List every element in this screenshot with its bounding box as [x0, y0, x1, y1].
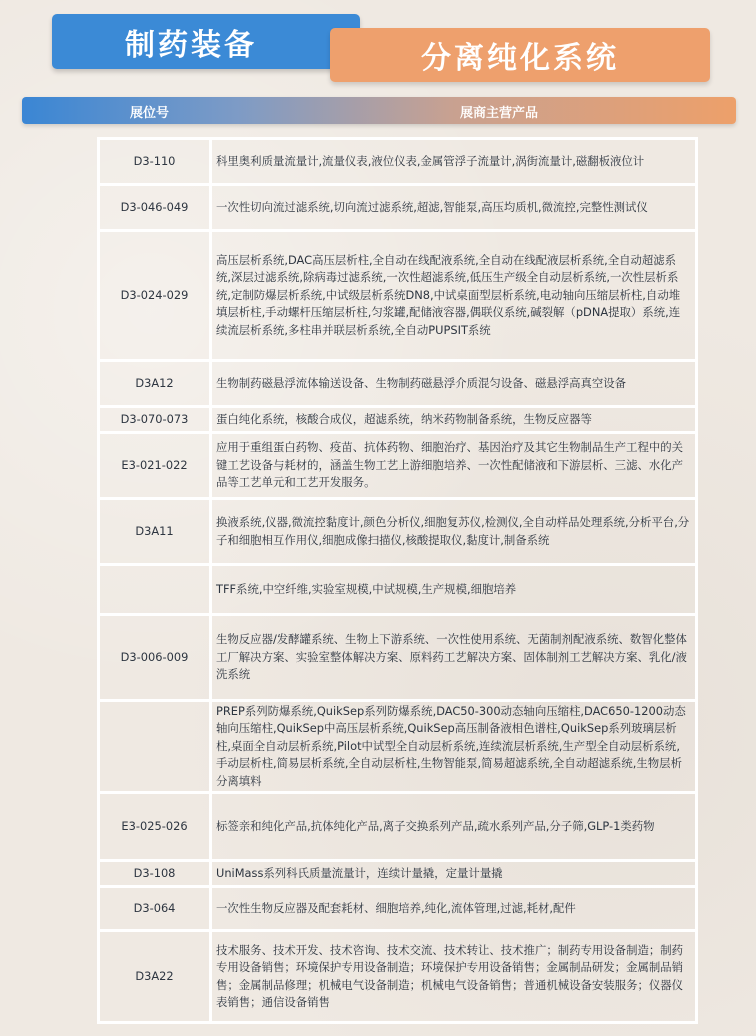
table-row — [99, 615, 697, 701]
product-list: 科里奥利质量流量计,流量仪表,液位仪表,金属管浮子流量计,涡街流量计,磁翻板液位计 — [211, 139, 697, 185]
booth-number: D3-110 — [99, 139, 211, 185]
table-row — [99, 499, 697, 565]
product-list: 标签亲和纯化产品,抗体纯化产品,离子交换系列产品,疏水系列产品,分子筛,GLP-1类药物 — [211, 793, 697, 861]
booth-number: D3-024-029 — [99, 231, 211, 361]
table-row — [99, 887, 697, 931]
booth-number: D3-108 — [99, 861, 211, 887]
booth-number: D3A11 — [99, 499, 211, 565]
booth-number: E3-025-026 — [99, 793, 211, 861]
column-header-products: 展商主营产品 — [460, 106, 539, 121]
table-row — [99, 931, 697, 1023]
booth-number: D3-070-073 — [99, 407, 211, 433]
product-list: UniMass系列科氏质量流量计，连续计量撬，定量计量撬 — [211, 861, 697, 887]
table-row — [99, 861, 697, 887]
booth-number: D3-006-009 — [99, 615, 211, 701]
booth-number: D3-046-049 — [99, 185, 211, 231]
column-header-booth: 展位号 — [130, 106, 170, 121]
product-list: 生物反应器/发酵罐系统、生物上下游系统、一次性使用系统、无菌制剂配液系统、数智化整体工厂解决方案、实验室整体解决方案、原料药工艺解决方案、固体制剂工艺解决方案、乳化/液洗系统 — [211, 615, 697, 701]
booth-number: E3-021-022 — [99, 433, 211, 499]
table-row — [99, 407, 697, 433]
table-row — [99, 793, 697, 861]
product-list: 技术服务、技术开发、技术咨询、技术交流、技术转让、技术推广；制药专用设备制造；制药专用设备销售；环境保护专用设备制造；环境保护专用设备销售；金属制品研发；金属制品销售；金属制品修理；机械电气设备制造；机械电气设备销售；普通机械设备安装服务；仪器仪表销售；通信设备销售 — [211, 931, 697, 1023]
booth-number: D3-064 — [99, 887, 211, 931]
table-header — [22, 97, 736, 124]
product-list: 生物制药磁悬浮流体输送设备、生物制药磁悬浮介质混匀设备、磁悬浮高真空设备 — [211, 361, 697, 407]
category-title: 制药装备 — [52, 14, 360, 69]
table-row — [99, 701, 697, 793]
product-list: 高压层析系统,DAC高压层析柱,全自动在线配液系统,全自动在线配液层析系统,全自动超滤系统,深层过滤系统,除病毒过滤系统,一次性超滤系统,低压生产级全自动层析系统,一次性层析系统,定制防爆层析系统,中试级层析系统DN8,中试桌面型层析系统,电动轴向压缩层析柱,自动堆填层析柱,手动螺杆压缩层析柱,匀浆罐,配储液容器,偶联仪系统,碱裂解（pDNA提取）系统,连续流层析系统,多柱串并联层析系统,全自动PUPSIT系统 — [211, 231, 697, 361]
table-row — [99, 361, 697, 407]
table-row — [99, 565, 697, 615]
product-list: 一次性切向流过滤系统,切向流过滤系统,超滤,智能泵,高压均质机,微流控,完整性测试仪 — [211, 185, 697, 231]
product-list: TFF系统,中空纤维,实验室规模,中试规模,生产规模,细胞培养 — [211, 565, 697, 615]
booth-number — [99, 701, 211, 793]
table-row — [99, 433, 697, 499]
booth-number — [99, 565, 211, 615]
table-row — [99, 185, 697, 231]
product-list: 蛋白纯化系统，核酸合成仪，超滤系统，纳米药物制备系统，生物反应器等 — [211, 407, 697, 433]
booth-number: D3A12 — [99, 361, 211, 407]
product-list: 一次性生物反应器及配套耗材、细胞培养,纯化,流体管理,过滤,耗材,配件 — [211, 887, 697, 931]
booth-number: D3A22 — [99, 931, 211, 1023]
table-row — [99, 231, 697, 361]
table-row — [99, 139, 697, 185]
product-list: PREP系列防爆系统,QuikSep系列防爆系统,DAC50-300动态轴向压缩柱,DAC650-1200动态轴向压缩柱,QuikSep中高压层析系统,QuikSep高压制备液相色谱柱,QuikSep系列玻璃层析柱,桌面全自动层析系统,Pilot中试型全自动层析系统,连续流层析系统,生产型全自动层析系统,手动层析柱,简易层析系统,全自动层析柱,生物智能泵,简易超滤系统,全自动超滤系统,生物层析分离填料 — [211, 701, 697, 793]
exhibitor-table — [97, 137, 698, 1024]
subcategory-title: 分离纯化系统 — [330, 28, 710, 82]
product-list: 换液系统,仪器,微流控黏度计,颜色分析仪,细胞复苏仪,检测仪,全自动样品处理系统,分析平台,分子和细胞相互作用仪,细胞成像扫描仪,核酸提取仪,黏度计,制备系统 — [211, 499, 697, 565]
product-list: 应用于重组蛋白药物、疫苗、抗体药物、细胞治疗、基因治疗及其它生物制品生产工程中的关键工艺设备与耗材的，涵盖生物工艺上游细胞培养、一次性配储液和下游层析、三滤、水化产品等工艺单元和工艺开发服务。 — [211, 433, 697, 499]
